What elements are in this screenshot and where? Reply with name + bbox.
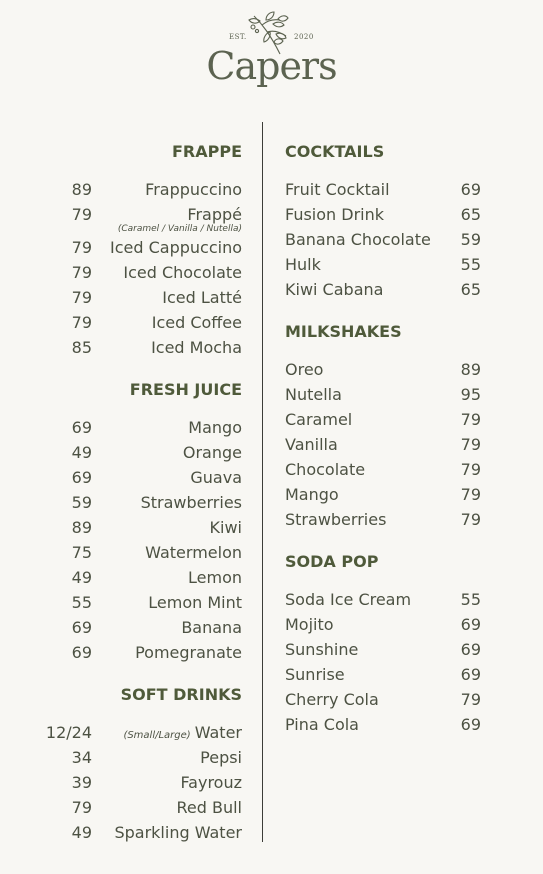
section-title-soft-drinks: SOFT DRINKS bbox=[120, 685, 242, 704]
item-price: 79 bbox=[460, 510, 481, 529]
menu-item bbox=[285, 202, 481, 227]
menu-item bbox=[40, 465, 242, 490]
item-price: 85 bbox=[71, 338, 92, 357]
section-title-cocktails: COCKTAILS bbox=[285, 142, 385, 161]
item-name: Orange bbox=[182, 443, 242, 462]
item-name: Watermelon bbox=[145, 543, 242, 562]
item-price: 49 bbox=[71, 823, 92, 842]
item-price: 39 bbox=[71, 773, 92, 792]
section-title-soda-pop: SODA POP bbox=[285, 552, 379, 571]
menu-item bbox=[40, 590, 242, 615]
item-price: 69 bbox=[460, 615, 481, 634]
item-price: 89 bbox=[460, 360, 481, 379]
est-year: 2020 bbox=[294, 33, 314, 41]
item-name: Banana bbox=[181, 618, 242, 637]
menu-item bbox=[285, 482, 481, 507]
menu-item bbox=[40, 490, 242, 515]
item-price: 79 bbox=[460, 410, 481, 429]
left-column bbox=[40, 141, 242, 845]
menu-item bbox=[40, 177, 242, 202]
item-name: Cherry Cola bbox=[285, 690, 379, 709]
item-name: Frappé bbox=[187, 205, 242, 224]
item-price: 79 bbox=[71, 798, 92, 817]
menu-item bbox=[40, 770, 242, 795]
item-price: 69 bbox=[71, 468, 92, 487]
item-name: Strawberries bbox=[140, 493, 242, 512]
brand-logo bbox=[0, 0, 543, 110]
frappe-flavor-note: (Caramel / Vanilla / Nutella) bbox=[117, 224, 242, 234]
menu-item bbox=[40, 615, 242, 640]
menu-item bbox=[40, 235, 242, 260]
menu-item bbox=[40, 540, 242, 565]
item-name: Iced Mocha bbox=[151, 338, 242, 357]
item-price: 79 bbox=[71, 263, 92, 282]
item-name: Banana Chocolate bbox=[285, 230, 431, 249]
menu-item bbox=[285, 457, 481, 482]
item-name: Sunrise bbox=[285, 665, 345, 684]
item-price: 34 bbox=[71, 748, 92, 767]
item-name: Sparkling Water bbox=[114, 823, 242, 842]
item-name: Pomegranate bbox=[135, 643, 242, 662]
item-price: 55 bbox=[460, 590, 481, 609]
menu-item bbox=[40, 565, 242, 590]
item-name: Iced Cappuccino bbox=[110, 238, 242, 257]
item-name: Strawberries bbox=[285, 510, 387, 529]
menu-item bbox=[40, 720, 242, 745]
item-name: Hulk bbox=[285, 255, 321, 274]
item-price: 55 bbox=[460, 255, 481, 274]
item-price: 79 bbox=[71, 238, 92, 257]
item-name: Fruit Cocktail bbox=[285, 180, 390, 199]
column-divider bbox=[262, 122, 263, 842]
item-price: 79 bbox=[71, 288, 92, 307]
menu-item bbox=[285, 227, 481, 252]
menu-item bbox=[40, 310, 242, 335]
menu-item bbox=[285, 712, 481, 737]
item-price: 79 bbox=[460, 485, 481, 504]
menu-item bbox=[285, 637, 481, 662]
menu-item bbox=[285, 587, 481, 612]
menu-item bbox=[40, 202, 242, 227]
item-name: Mango bbox=[285, 485, 339, 504]
item-name: Kiwi Cabana bbox=[285, 280, 384, 299]
section-title-frappe: FRAPPE bbox=[171, 142, 242, 161]
item-price: 69 bbox=[460, 180, 481, 199]
item-price: 89 bbox=[71, 180, 92, 199]
item-name: Caramel bbox=[285, 410, 353, 429]
item-price: 49 bbox=[71, 568, 92, 587]
item-name-text: Water bbox=[194, 723, 242, 742]
item-name: Kiwi bbox=[209, 518, 242, 537]
menu-item bbox=[285, 662, 481, 687]
item-price: 69 bbox=[71, 418, 92, 437]
item-name: Iced Latté bbox=[162, 288, 242, 307]
item-name: Fusion Drink bbox=[285, 205, 385, 224]
menu-item bbox=[285, 277, 481, 302]
item-name bbox=[123, 720, 242, 748]
item-name: Lemon bbox=[188, 568, 242, 587]
item-price: 89 bbox=[71, 518, 92, 537]
item-price: 79 bbox=[71, 205, 92, 224]
item-price: 69 bbox=[71, 618, 92, 637]
item-name: Fayrouz bbox=[180, 773, 242, 792]
item-name: Oreo bbox=[285, 360, 324, 379]
section-title-fresh-juice: FRESH JUICE bbox=[129, 380, 242, 399]
menu-item bbox=[285, 382, 481, 407]
item-name: Iced Chocolate bbox=[123, 263, 242, 282]
item-name: Sunshine bbox=[285, 640, 359, 659]
item-name: Pina Cola bbox=[285, 715, 359, 734]
est-label: EST. bbox=[229, 33, 247, 41]
item-price: 65 bbox=[460, 280, 481, 299]
item-price: 79 bbox=[460, 460, 481, 479]
menu-item bbox=[40, 260, 242, 285]
item-price: 95 bbox=[460, 385, 481, 404]
menu-item bbox=[40, 415, 242, 440]
menu-item bbox=[40, 335, 242, 360]
item-price: 79 bbox=[71, 313, 92, 332]
menu-item bbox=[285, 252, 481, 277]
item-name: Guava bbox=[190, 468, 242, 487]
section-title-milkshakes: MILKSHAKES bbox=[285, 322, 402, 341]
menu-item bbox=[285, 507, 481, 532]
menu-item bbox=[285, 687, 481, 712]
item-price: 55 bbox=[71, 593, 92, 612]
menu-item bbox=[285, 407, 481, 432]
item-name: Frappuccino bbox=[145, 180, 242, 199]
item-name: Iced Coffee bbox=[151, 313, 242, 332]
item-name: Red Bull bbox=[176, 798, 242, 817]
item-price: 69 bbox=[460, 640, 481, 659]
menu-item bbox=[285, 432, 481, 457]
menu-item bbox=[40, 640, 242, 665]
menu-item bbox=[285, 177, 481, 202]
item-name: Pepsi bbox=[200, 748, 242, 767]
item-price: 69 bbox=[71, 643, 92, 662]
right-column bbox=[285, 141, 481, 737]
menu-item bbox=[285, 612, 481, 637]
item-price: 59 bbox=[71, 493, 92, 512]
menu-item bbox=[40, 285, 242, 310]
item-name: Lemon Mint bbox=[148, 593, 242, 612]
item-name: Nutella bbox=[285, 385, 342, 404]
item-price: 79 bbox=[460, 435, 481, 454]
item-price: 12/24 bbox=[45, 723, 92, 742]
item-price: 59 bbox=[460, 230, 481, 249]
item-name: Chocolate bbox=[285, 460, 366, 479]
item-price: 75 bbox=[71, 543, 92, 562]
item-price: 69 bbox=[460, 715, 481, 734]
item-price: 79 bbox=[460, 690, 481, 709]
item-price: 65 bbox=[460, 205, 481, 224]
item-price: 49 bbox=[71, 443, 92, 462]
water-size-note: (Small/Large) bbox=[123, 730, 191, 741]
menu-item bbox=[40, 820, 242, 845]
menu-item bbox=[40, 515, 242, 540]
menu-item bbox=[40, 440, 242, 465]
menu-item bbox=[285, 357, 481, 382]
item-name: Mango bbox=[188, 418, 242, 437]
menu-item bbox=[40, 745, 242, 770]
item-name: Vanilla bbox=[285, 435, 338, 454]
item-name: Soda Ice Cream bbox=[285, 590, 412, 609]
menu-item bbox=[40, 795, 242, 820]
item-name: Mojito bbox=[285, 615, 334, 634]
brand-name: Capers bbox=[206, 44, 337, 88]
item-price: 69 bbox=[460, 665, 481, 684]
